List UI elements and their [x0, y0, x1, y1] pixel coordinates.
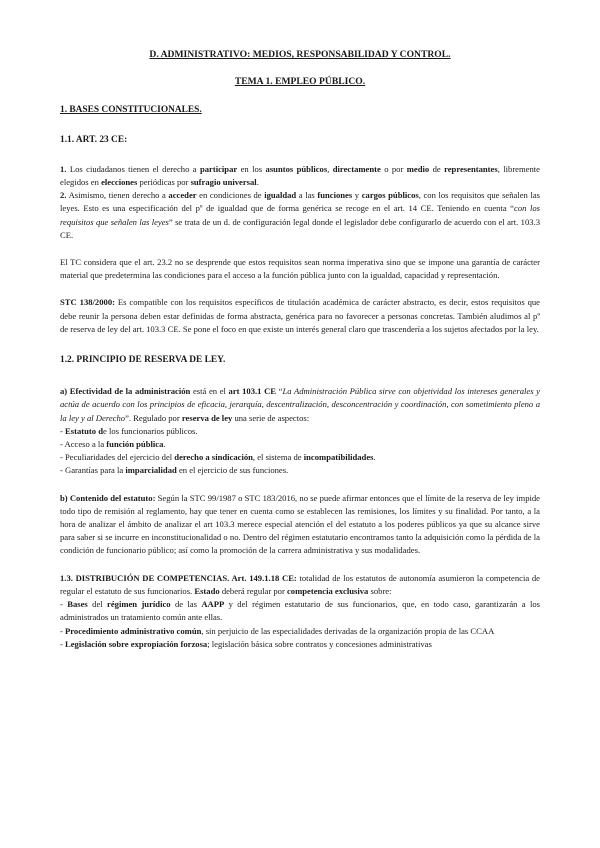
list-item: - Acceso a la función pública.: [60, 439, 166, 450]
paragraph-tc: El TC considera que el art. 23.2 no se desprende que estos requisitos sean norma imperativa sino que se impone una garantía de carácter material que predetermina las condiciones para el acceso a la función pública junto con la igualdad, capacidad y representación.: [60, 257, 540, 281]
list-item: - Peculiaridades del ejercicio del derecho a sindicación, el sistema de incompatibilidades.: [60, 452, 376, 463]
paragraph-distribucion-competencias: 1.3. DISTRIBUCIÓN DE COMPETENCIAS. Art. 149.1.18 CE: totalidad de los estatutos de autonomía asumieron la competencia de regular el estatuto de sus funcionarios. Estado deberá regular por competencia exclusiva sobre:: [60, 572, 540, 596]
subsection-heading-art23: 1.1. ART. 23 CE:: [60, 134, 128, 145]
paragraph-efectividad: a) Efectividad de la administración está en el art 103.1 CE “La Administración Pública sirve con objetividad los intereses generales y actúa de acuerdo con los principios de eficacia, jerarquía, descentralización, desconcentración y coordinación, con sometimiento pleno a la ley y al Derecho”. Regulado por reserva de ley una serie de aspectos:: [60, 386, 540, 423]
list-item: - Procedimiento administrativo común, sin perjuicio de las especialidades derivadas de la organización propia de las CCAA: [60, 625, 495, 636]
paragraph-art23-2: 2. Asimismo, tienen derecho a acceder en condiciones de igualdad a las funciones y cargos públicos, con los requisitos que señalen las leyes. Esto es una especificación del pº de igualdad que de forma genérica se recoge en el art. 14 CE. Teniendo en cuenta “con los requisitos que señalen las leyes” se trata de un d. de configuración legal donde el legislador debe configurarlo de acuerdo con el art. 103.3 CE.: [60, 190, 540, 240]
list-item: - Garantías para la imparcialidad en el ejercicio de sus funciones.: [60, 465, 289, 476]
list-item: - Legislación sobre expropiación forzosa; legislación básica sobre contratos y concesiones administrativas: [60, 638, 432, 649]
document-title: D. ADMINISTRATIVO: MEDIOS, RESPONSABILIDAD Y CONTROL.: [149, 49, 451, 60]
section-heading-bases: 1. BASES CONSTITUCIONALES.: [60, 105, 202, 116]
paragraph-art23-1: 1. Los ciudadanos tienen el derecho a participar en los asuntos públicos, directamente o por medio de representantes, libremente elegidos en elecciones periódicas por sufragio universal.: [60, 163, 540, 188]
list-item: - Estatuto de los funcionarios públicos.: [60, 425, 198, 436]
subsection-heading-reserva-ley: 1.2. PRINCIPIO DE RESERVA DE LEY.: [60, 355, 226, 366]
list-item: - Bases del régimen jurídico de las AAPP y del régimen estatutario de sus funcionarios, que, en todo caso, garantizarán a los administrados un tratamiento común ante ellas.: [60, 599, 541, 623]
paragraph-stc-138-2000: STC 138/2000: Es compatible con los requisitos específicos de titulación académica de carácter abstracto, es decir, estos requisitos que debe reunir la persona deben estar definidas de forma abstracta, genérica para no favorecer a personas concretas. También aludimos al pº de reserva de ley del art. 103.3 CE. Se pone el foco en que existe un interés general claro que trascendería a los sujetos afectados por la ley.: [60, 297, 541, 334]
paragraph-contenido-estatuto: b) Contenido del estatuto: Según la STC 99/1987 o STC 183/2016, no se puede afirmar entonces que el límite de la reserva de ley impide todo tipo de remisión al reglamento, hay que tener en cuenta como se establecen las remisiones, los límites y su finalidad. Por tanto, a la hora de analizar el ámbito de analizar el art 103.3 merece especial atención el del estatuto a los poderes públicos ya que su alcance sirve para saber si se incurre en inconstitucionalidad o no. Dentro del régimen estatutario encontramos tanto la adquisición como la pérdida de la condición de funcionario público; así como la promoción de la carrera administrativa y sus modalidades.: [60, 492, 540, 556]
tema-title: TEMA 1. EMPLEO PÚBLICO.: [234, 76, 366, 88]
